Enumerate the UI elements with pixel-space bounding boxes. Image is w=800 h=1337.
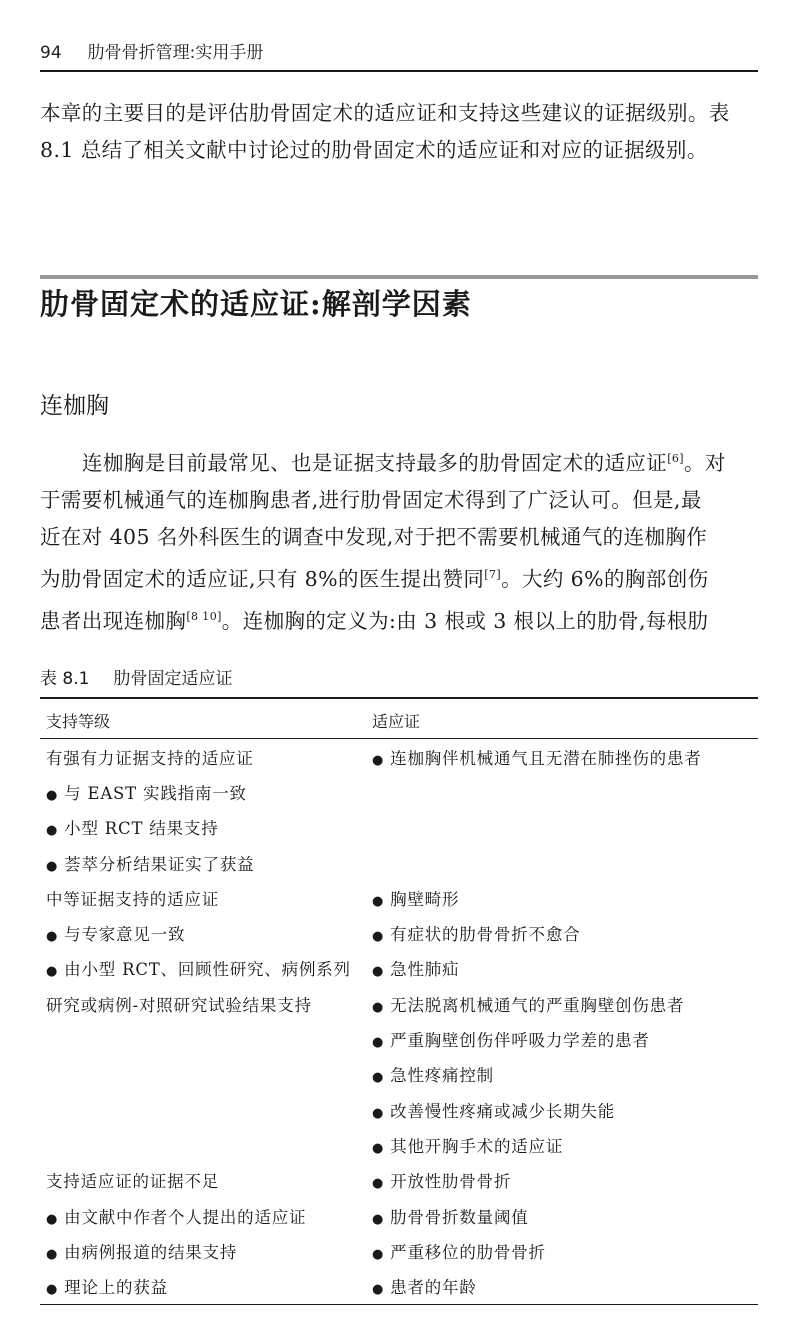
table-caption xyxy=(40,664,232,689)
criterion-text: 理论上的获益 xyxy=(64,1278,168,1298)
table-row xyxy=(40,1233,758,1268)
indication-cell xyxy=(372,1233,758,1268)
indication-text: 急性肺疝 xyxy=(390,960,460,980)
bullet-icon: ● xyxy=(372,893,385,909)
indication-cell xyxy=(372,1092,758,1127)
table-row xyxy=(40,1198,758,1233)
body-text: 。连枷胸的定义为:由 3 根或 3 根以上的肋骨,每根肋 xyxy=(221,609,709,633)
indication-cell xyxy=(372,774,758,809)
bullet-icon: ● xyxy=(372,1211,385,1227)
section-rule xyxy=(40,275,758,279)
table-row xyxy=(40,1268,758,1304)
level-criterion xyxy=(40,951,372,986)
body-text: 患者出现连枷胸 xyxy=(40,609,187,633)
level-criterion xyxy=(40,810,372,845)
table-row xyxy=(40,951,758,986)
table-row xyxy=(40,1127,758,1162)
table-row xyxy=(40,1092,758,1127)
body-text: 。大约 6%的胸部创伤 xyxy=(501,567,709,591)
section-title: 肋骨固定术的适应证:解剖学因素 xyxy=(40,287,472,321)
level-heading xyxy=(40,880,372,915)
indication-text: 连枷胸伴机械通气且无潜在肺挫伤的患者 xyxy=(390,748,702,768)
level-cell-empty xyxy=(40,1021,372,1056)
indication-text: 急性疼痛控制 xyxy=(390,1066,494,1086)
citation: [7] xyxy=(484,568,502,581)
level-criterion xyxy=(40,1233,372,1268)
bullet-icon: ● xyxy=(372,964,385,980)
criterion-text: 由文献中作者个人提出的适应证 xyxy=(64,1207,307,1227)
bullet-icon: ● xyxy=(372,1282,385,1298)
bullet-icon: ● xyxy=(46,823,59,839)
body-line xyxy=(40,440,770,482)
header-support-level: 支持等级 xyxy=(40,698,372,739)
indication-cell xyxy=(372,1163,758,1198)
indication-text: 肋骨骨折数量阈值 xyxy=(390,1207,529,1227)
indication-cell xyxy=(372,951,758,986)
criterion-text: 与 EAST 实践指南一致 xyxy=(64,783,247,803)
criterion-text: 与专家意见一致 xyxy=(64,925,186,945)
table-number: 表 8.1 xyxy=(40,669,90,689)
level-criterion xyxy=(40,845,372,880)
criterion-text: 小型 RCT 结果支持 xyxy=(64,819,219,839)
indication-cell xyxy=(372,915,758,950)
table-row xyxy=(40,880,758,915)
intro-paragraph: 本章的主要目的是评估肋骨固定术的适应证和支持这些建议的证据级别。表 8.1 总结了相关文献中讨论过的肋骨固定术的适应证和对应的证据级别。 xyxy=(40,101,730,162)
bullet-icon: ● xyxy=(372,1246,385,1262)
level-cell-empty xyxy=(40,1127,372,1162)
table-row xyxy=(40,739,758,775)
table-row xyxy=(40,1057,758,1092)
indication-cell xyxy=(372,880,758,915)
bullet-icon: ● xyxy=(46,1211,59,1227)
body-line: 近在对 405 名外科医生的调查中发现,对于把不需要机械通气的连枷胸作 xyxy=(40,525,708,549)
indication-cell xyxy=(372,986,758,1021)
citation: [6] xyxy=(667,452,684,465)
citation: [8 10] xyxy=(186,610,222,623)
indication-text: 有症状的肋骨骨折不愈合 xyxy=(390,925,581,945)
indication-cell xyxy=(372,1198,758,1233)
bullet-icon: ● xyxy=(372,1140,385,1156)
indication-text: 严重移位的肋骨骨折 xyxy=(390,1242,546,1262)
level-cell-empty xyxy=(40,1057,372,1092)
table-row xyxy=(40,845,758,880)
bullet-icon: ● xyxy=(372,752,385,768)
table-header-row xyxy=(40,698,758,739)
indication-text: 改善慢性疼痛或减少长期失能 xyxy=(390,1101,616,1121)
indication-cell xyxy=(372,1057,758,1092)
bullet-icon: ● xyxy=(46,964,59,980)
body-text: 。对 xyxy=(684,451,726,475)
running-title: 肋骨骨折管理:实用手册 xyxy=(87,43,264,63)
indication-cell xyxy=(372,1127,758,1162)
indication-cell xyxy=(372,739,758,775)
bullet-icon: ● xyxy=(372,1105,385,1121)
table-row xyxy=(40,810,758,845)
body-line xyxy=(40,598,770,640)
level-text: 中等证据支持的适应证 xyxy=(46,889,219,909)
bullet-icon: ● xyxy=(46,1282,59,1298)
table-row xyxy=(40,1163,758,1198)
bullet-icon: ● xyxy=(372,999,385,1015)
body-line: 于需要机械通气的连枷胸患者,进行肋骨固定术得到了广泛认可。但是,最 xyxy=(40,488,702,512)
indication-cell xyxy=(372,1021,758,1056)
bullet-icon: ● xyxy=(372,1176,385,1192)
level-criterion xyxy=(40,774,372,809)
indication-text: 开放性肋骨骨折 xyxy=(390,1172,512,1192)
body-line xyxy=(40,556,770,598)
criterion-text: 由病例报道的结果支持 xyxy=(64,1242,238,1262)
header-indication: 适应证 xyxy=(372,698,758,739)
indication-text: 无法脱离机械通气的严重胸壁创伤患者 xyxy=(390,995,685,1015)
indication-cell xyxy=(372,810,758,845)
bullet-icon: ● xyxy=(372,1070,385,1086)
bullet-icon: ● xyxy=(372,1035,385,1051)
running-header xyxy=(40,38,263,63)
table-row xyxy=(40,915,758,950)
body-text: 为肋骨固定术的适应证,只有 8%的医生提出赞同 xyxy=(40,567,485,591)
table-title: 肋骨固定适应证 xyxy=(113,669,233,689)
bullet-icon: ● xyxy=(46,787,59,803)
indication-text: 患者的年龄 xyxy=(390,1278,477,1298)
level-heading xyxy=(40,1163,372,1198)
level-criterion xyxy=(40,1268,372,1304)
level-heading xyxy=(40,739,372,775)
subsection-title: 连枷胸 xyxy=(40,393,109,419)
level-criterion xyxy=(40,1198,372,1233)
table-row xyxy=(40,986,758,1021)
level-text: 支持适应证的证据不足 xyxy=(46,1172,219,1192)
indication-cell xyxy=(372,1268,758,1304)
body-text: 连枷胸是目前最常见、也是证据支持最多的肋骨固定术的适应证 xyxy=(82,451,668,475)
level-criterion xyxy=(40,915,372,950)
indications-table xyxy=(40,697,758,1305)
bullet-icon: ● xyxy=(372,929,385,945)
page-number: 94 xyxy=(40,43,62,63)
level-cell-empty xyxy=(40,1092,372,1127)
table-row xyxy=(40,774,758,809)
indication-text: 胸壁畸形 xyxy=(390,889,460,909)
indication-text: 其他开胸手术的适应证 xyxy=(390,1136,564,1156)
bullet-icon: ● xyxy=(46,929,59,945)
table-row xyxy=(40,1021,758,1056)
body-paragraph xyxy=(40,440,770,640)
bullet-icon: ● xyxy=(46,858,59,874)
bullet-icon: ● xyxy=(46,1246,59,1262)
header-rule xyxy=(40,70,758,72)
criterion-text: 研究或病例-对照研究试验结果支持 xyxy=(46,995,312,1015)
level-criterion-continued xyxy=(40,986,372,1021)
criterion-text: 荟萃分析结果证实了获益 xyxy=(64,854,255,874)
indication-cell xyxy=(372,845,758,880)
level-text: 有强有力证据支持的适应证 xyxy=(46,748,254,768)
criterion-text: 由小型 RCT、回顾性研究、病例系列 xyxy=(64,960,351,980)
indication-text: 严重胸壁创伤伴呼吸力学差的患者 xyxy=(390,1031,650,1051)
